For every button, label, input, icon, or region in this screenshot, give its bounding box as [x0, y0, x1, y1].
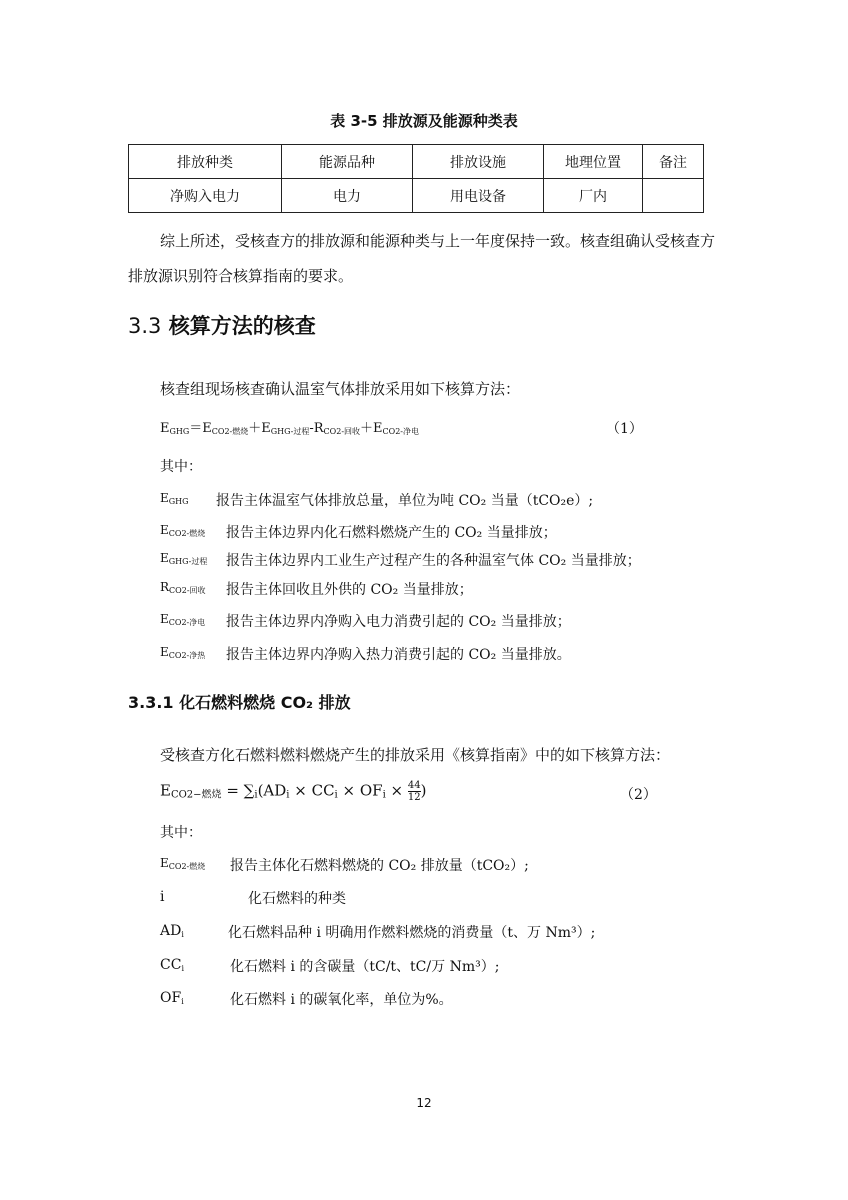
definition-text: 报告主体边界内工业生产过程产生的各种温室气体 CO₂ 当量排放；	[226, 553, 641, 569]
definition-text: 化石燃料的种类	[248, 891, 346, 907]
table-cell: 厂内	[544, 179, 643, 213]
definition-text: 报告主体化石燃料燃烧的 CO₂ 排放量（tCO₂）;	[230, 858, 529, 874]
definition-symbol	[160, 580, 206, 596]
eq-sub: i	[286, 789, 290, 801]
table-header-cell: 能源品种	[282, 145, 413, 179]
subsection-number: 3.3.1	[128, 693, 174, 712]
definition-symbol	[160, 612, 205, 628]
definition-text: 报告主体边界内净购入热力消费引起的 CO₂ 当量排放。	[226, 647, 571, 663]
emission-source-table	[128, 144, 704, 213]
table-header-cell: 备注	[643, 145, 704, 179]
subsection-title: 化石燃料燃烧 CO₂ 排放	[179, 693, 351, 712]
definition-text: 报告主体回收且外供的 CO₂ 当量排放；	[226, 582, 473, 598]
eq-term: ＝E	[189, 421, 212, 436]
eq-sub: GHG	[169, 427, 190, 436]
symbol-subscript: CO2-净热	[168, 651, 206, 660]
section-number: 3.3	[128, 314, 162, 338]
definition-symbol	[160, 491, 189, 506]
symbol-subscript: GHG	[168, 497, 189, 506]
eq-term: E	[160, 421, 170, 436]
eq-sub: CO2−燃烧	[170, 789, 222, 801]
fossil-intro: 受核查方化石燃料燃料燃烧产生的排放采用《核算指南》中的如下核算方法：	[160, 746, 671, 764]
table-header-cell: 排放种类	[129, 145, 282, 179]
definition-text: 化石燃料 i 的含碳量（tC/t、tC/万 Nm³）;	[230, 959, 500, 975]
eq-term: = ∑	[221, 781, 255, 800]
definition-symbol	[160, 856, 205, 872]
method-intro: 核查组现场核查确认温室气体排放采用如下核算方法：	[160, 380, 521, 398]
table-row	[129, 179, 704, 213]
where-label-2: 其中：	[160, 825, 202, 841]
definition-text: 化石燃料 i 的碳氧化率，单位为%。	[230, 992, 453, 1008]
symbol-base: E	[160, 856, 169, 870]
summary-paragraph: 综上所述，受核查方的排放源和能源种类与上一年度保持一致。核查组确认受核查方排放源识别符合核算指南的要求。	[128, 232, 716, 285]
eq-sub: i	[334, 789, 338, 801]
eq-sub: CO2-净电	[382, 427, 420, 436]
symbol-base: OF	[160, 990, 182, 1006]
eq-term: -R	[309, 421, 324, 436]
eq-term: E	[160, 781, 171, 800]
definition-symbol	[160, 990, 184, 1006]
definition-symbol	[160, 551, 207, 567]
symbol-base: E	[160, 523, 169, 537]
equation-2-number: （2）	[620, 787, 657, 803]
table-cell: 用电设备	[413, 179, 544, 213]
symbol-base: CC	[160, 957, 182, 973]
symbol-base: AD	[160, 923, 182, 939]
eq-term: ＋E	[360, 421, 383, 436]
symbol-subscript: CO2-燃烧	[168, 862, 206, 871]
definition-symbol	[160, 645, 205, 661]
eq-term: ＋E	[248, 421, 271, 436]
symbol-subscript: i	[181, 997, 184, 1006]
eq-sub: i	[382, 789, 386, 801]
fraction	[408, 780, 421, 803]
equation-1	[160, 417, 419, 437]
symbol-subscript: CO2-回收	[169, 586, 206, 595]
section-heading	[128, 310, 316, 340]
symbol-base: i	[160, 889, 165, 905]
table-caption: 表 3-5 排放源及能源种类表	[330, 112, 518, 130]
eq-term: ×	[385, 781, 408, 800]
table-cell: 净购入电力	[129, 179, 282, 213]
symbol-subscript: CO2-净电	[168, 618, 206, 627]
definition-text: 化石燃料品种 i 明确用作燃料燃烧的消费量（t、万 Nm³）;	[228, 925, 596, 941]
symbol-subscript: GHG-过程	[168, 557, 208, 566]
eq-sub: CO2-燃烧	[211, 427, 249, 436]
table-cell: 电力	[282, 179, 413, 213]
symbol-base: E	[160, 491, 169, 505]
equation-2	[160, 780, 426, 803]
fraction-denominator: 12	[407, 792, 421, 803]
definition-symbol	[160, 523, 205, 539]
page-number: 12	[416, 1096, 432, 1110]
eq-term: )	[420, 781, 427, 800]
table-header-row	[129, 145, 704, 179]
symbol-subscript: CO2-燃烧	[168, 529, 206, 538]
where-label-1: 其中：	[160, 459, 202, 475]
eq-sub: CO2-回收	[323, 427, 361, 436]
section-title: 核算方法的核查	[168, 314, 316, 338]
table-cell	[643, 179, 704, 213]
symbol-subscript: i	[181, 964, 184, 973]
equation-1-number: （1）	[606, 421, 643, 437]
fraction-numerator: 44	[407, 780, 421, 791]
definition-text: 报告主体边界内化石燃料燃烧产生的 CO₂ 当量排放；	[226, 525, 557, 541]
definition-text: 报告主体温室气体排放总量，单位为吨 CO₂ 当量（tCO₂e）;	[216, 493, 594, 509]
symbol-base: R	[160, 580, 170, 594]
definition-symbol	[160, 923, 184, 939]
definition-symbol	[160, 889, 164, 905]
symbol-subscript: i	[181, 930, 184, 939]
eq-sub: i	[254, 789, 258, 801]
table-header-cell: 排放设施	[413, 145, 544, 179]
table-header-cell: 地理位置	[544, 145, 643, 179]
symbol-base: E	[160, 645, 169, 659]
symbol-base: E	[160, 612, 169, 626]
subsection-heading	[128, 690, 351, 713]
eq-term: × OF	[337, 781, 383, 800]
eq-sub: GHG-过程	[270, 427, 310, 436]
eq-term: (AD	[257, 781, 287, 800]
definition-symbol	[160, 957, 184, 973]
definition-text: 报告主体边界内净购入电力消费引起的 CO₂ 当量排放；	[226, 614, 571, 630]
eq-term: × CC	[289, 781, 335, 800]
symbol-base: E	[160, 551, 169, 565]
